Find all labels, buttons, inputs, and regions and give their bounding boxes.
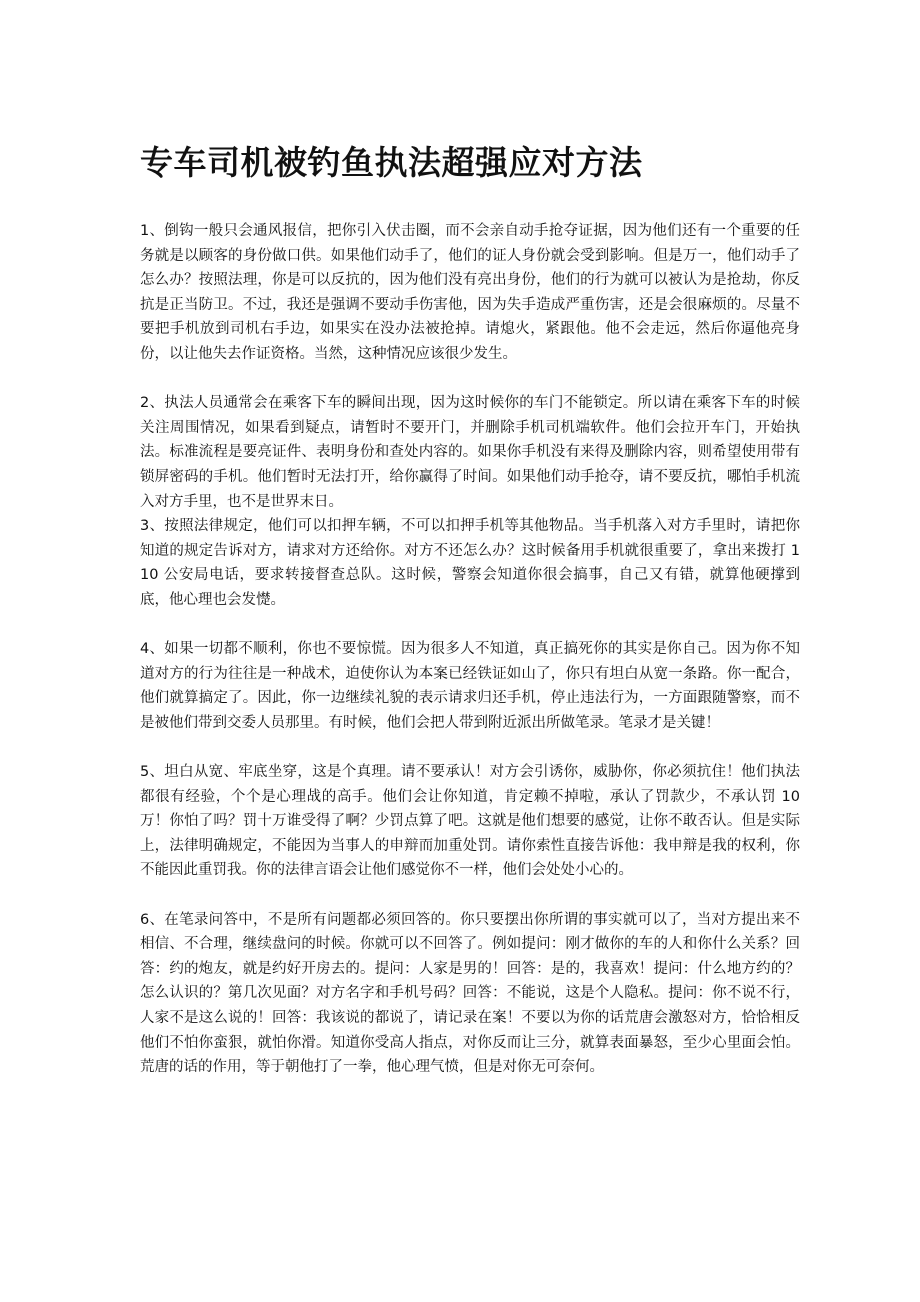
paragraph-4: 4、如果一切都不顺利，你也不要惊慌。因为很多人不知道，真正搞死你的其实是你自己。因为你不知道对方的行为往往是一种战术，迫使你认为本案已经铁证如山了，你只有坦白从宽一条路。你一配合，他们就算搞定了。因此，你一边继续礼貌的表示请求归还手机，停止违法行为，一方面跟随警察，而不是被他们带到交委人员那里。有时候，他们会把人带到附近派出所做笔录。笔录才是关键！ — [140, 641, 800, 731]
paragraph-2: 2、执法人员通常会在乘客下车的瞬间出现，因为这时候你的车门不能锁定。所以请在乘客下车的时候关注周围情况，如果看到疑点，请暂时不要开门，并删除手机司机端软件。他们会拉开车门，开始执法。标准流程是要亮证件、表明身份和查处内容的。如果你手机没有来得及删除内容，则希望使用带有锁屏密码的手机。他们暂时无法打开，给你赢得了时间。如果他们动手抢夺，请不要反抗，哪怕手机流入对方手里，也不是世界末日。 — [140, 395, 800, 510]
paragraph-5: 5、坦白从宽、牢底坐穿，这是个真理。请不要承认！对方会引诱你，威胁你，你必须抗住！他们执法都很有经验，个个是心理战的高手。他们会让你知道，肯定赖不掉啦，承认了罚款少，不承认罚 10 万！你怕了吗？罚十万谁受得了啊？少罚点算了吧。这就是他们想要的感觉，让你不敢否认。但是实际上，法律明确规定，不能因为当事人的申辩而加重处罚。请你索性直接告诉他：我申辩是我的权利，你不能因此重罚我。你的法律言语会让他们感觉你不一样，他们会处处小心的。 — [140, 764, 800, 879]
paragraph-1: 1、倒钩一般只会通风报信，把你引入伏击圈，而不会亲自动手抢夺证据，因为他们还有一个重要的任务就是以顾客的身份做口供。如果他们动手了，他们的证人身份就会受到影响。但是万一，他们动手了怎么办？按照法理，你是可以反抗的，因为他们没有亮出身份，他们的行为就可以被认为是抢劫，你反抗是正当防卫。不过，我还是强调不要动手伤害他，因为失手造成严重伤害，还是会很麻烦的。尽量不要把手机放到司机右手边，如果实在没办法被抢掉。请熄火，紧跟他。他不会走远，然后你逼他亮身份，以让他失去作证资格。当然，这种情况应该很少发生。 — [140, 223, 800, 362]
page-title: 专车司机被钓鱼执法超强应对方法 — [140, 143, 643, 182]
paragraph-3: 3、按照法律规定，他们可以扣押车辆，不可以扣押手机等其他物品。当手机落入对方手里时，请把你知道的规定告诉对方，请求对方还给你。对方不还怎么办？这时候备用手机就很重要了，拿出来拨打 110 公安局电话，要求转接督查总队。这时候，警察会知道你很会搞事，自己又有错，就算他硬撑到底，他心理也会发憷。 — [140, 518, 800, 608]
paragraph-6: 6、在笔录问答中，不是所有问题都必须回答的。你只要摆出你所谓的事实就可以了，当对方提出来不相信、不合理，继续盘问的时候。你就可以不回答了。例如提问：刚才做你的车的人和你什么关系？回答：约的炮友，就是约好开房去的。提问：人家是男的！回答：是的，我喜欢！提问：什么地方约的？怎么认识的？第几次见面？对方名字和手机号码？回答：不能说，这是个人隐私。提问：你不说不行，人家不是这么说的！回答：我该说的都说了，请记录在案！不要以为你的话荒唐会激怒对方，恰恰相反他们不怕你蛮狠，就怕你滑。知道你受高人指点，对你反而让三分，就算表面暴怒，至少心里面会怕。荒唐的话的作用，等于朝他打了一拳，他心理气愤，但是对你无可奈何。 — [140, 911, 800, 1076]
document-body — [140, 219, 800, 1080]
